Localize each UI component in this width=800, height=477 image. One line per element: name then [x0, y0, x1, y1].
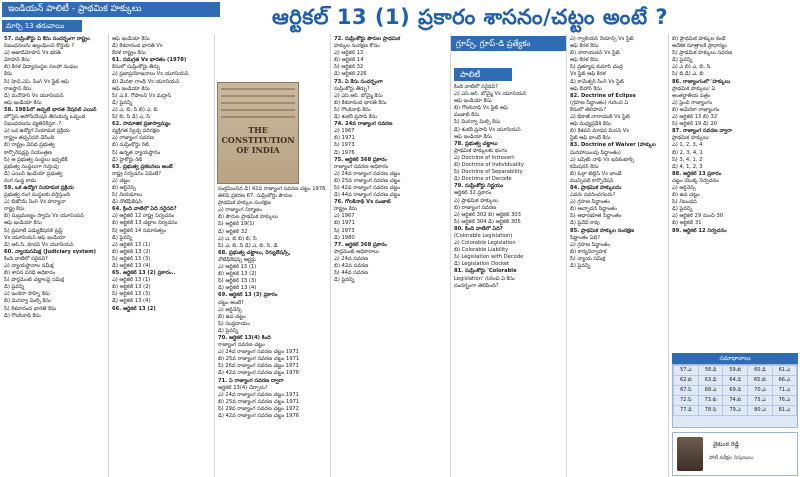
- answer-cell: 61.ఎ: [772, 366, 796, 376]
- text-line: ప్రాథమిక హక్కులకు భంగం: [454, 147, 508, 154]
- author-name: వైకుంఠ రెడ్డి: [713, 441, 739, 448]
- column-5: [454, 84, 564, 476]
- text-line: ఎ) గ్వాలియర్ రేయాన్స్ Vs స్టేట్: [570, 36, 634, 42]
- author-box: [672, 432, 798, 476]
- answer-cell: 63.డి: [698, 376, 723, 386]
- text-line: సి) ప్రాథమిక హక్కులు సవరణ: [672, 50, 733, 57]
- answer-row: [674, 406, 797, 416]
- text-line: రంగ సంస్థ కాదు: [4, 177, 36, 184]
- text-line: సి) 26వ రాజ్యాంగ సవరణ చట్టం 1971: [218, 363, 299, 370]
- polity-badge: పాలిటీ: [454, 68, 512, 81]
- text-line: డి) ఆర్టికల్ 13 (4): [218, 285, 257, 292]
- answer-cell: 62.బి: [674, 376, 699, 386]
- text-line: 70. ఆర్టికల్ 13(4) కింది: [218, 334, 271, 341]
- answer-cell: 67.సి: [674, 386, 699, 396]
- text-line: ఎ) ఆర్టికల్ 12 రాష్ట్ర నిర్వచనం: [112, 213, 175, 220]
- text-line: ఎ) గ్రహణ సిద్ధాంతం: [570, 241, 610, 248]
- text-line: డి) పైవన్నీ: [672, 57, 693, 64]
- text-line: బి) గోలక్‌నాథ్ Vs స్టేట్ ఆఫ్: [454, 105, 508, 112]
- text-line: ఆఫ్ ఇండియా కేసు: [112, 85, 150, 92]
- text-line: బి) శాసన పరిధి అధికారం: [4, 270, 56, 277]
- text-line: 79. సుప్రీంకోర్టు నిర్ణయం: [454, 183, 504, 190]
- text-line: బి) ఉప చట్టం: [218, 313, 246, 320]
- text-line: డి) పైవన్నీ: [218, 327, 239, 334]
- text-line: బి) ఆర్డినెన్స్: [112, 184, 137, 191]
- text-line: నోటిఫికేషన్స్ ఆర్డర్లు: [218, 256, 256, 263]
- constitution-caption: THE CONSTITUTION OF INDIA: [221, 125, 295, 155]
- text-line: డి) ఆర్టికల్ 13 (4): [112, 298, 151, 305]
- text-line: ప్రాథమిక హక్కులు: [672, 135, 709, 142]
- text-line: ఎ) రాజ్యాంగ నిర్మాణం: [218, 207, 262, 214]
- text-line: ప్రభుత్వ రంగ సంస్థలకు వర్తిస్తుంది: [4, 192, 71, 199]
- text-line: సందర్భంగా తెలిపింది?: [454, 282, 499, 289]
- text-line: సి) ఆర్టికల్ 19(1): [218, 221, 255, 228]
- text-line: ఆదేశిక సూత్రాలకే ప్రాధాన్యం: [672, 43, 727, 50]
- text-line: డి) కేశవానంద భారతి Vs: [112, 43, 163, 50]
- text-line: సి) ఆర్టికల్ 304 డి) ఆర్టికల్ 305: [454, 218, 521, 225]
- text-line: బి) 42వ సవరణ: [334, 263, 369, 269]
- text-line: ఎ) చట్టం: [112, 177, 130, 184]
- text-line: కింది వాటిలో సరైనవి?: [4, 255, 48, 262]
- text-line: బి) 1971: [334, 220, 355, 227]
- text-line: ఆర్టికల్ 32 ప్రకారం: [454, 190, 492, 197]
- text-line: డి) 42వ రాజ్యాంగ సవరణ చట్టం 1976: [218, 413, 300, 419]
- text-line: సి) 42వ రాజ్యాంగ సవరణ చట్టం: [334, 184, 401, 191]
- text-line: ఆఫ్ కేరళ కేసు: [570, 57, 599, 64]
- text-line: డి) కామేశ్వర్ సింగ్ Vs స్టేట్: [570, 78, 624, 85]
- text-line: 78. ప్రభుత్వ చట్టాలు: [454, 140, 498, 147]
- text-line: డి) పైవేవీ కావు: [570, 220, 600, 227]
- text-line: బి) కేరళ విద్యాసంస్థల సలహా సంఘం: [4, 64, 78, 71]
- text-line: 89. ఆర్టికల్ 12 నిర్వచనం: [672, 227, 727, 234]
- text-line: ఎ) ఆర్టికల్ 13 (1): [218, 264, 257, 271]
- text-line: ఎ) ఎ, బి బి) బి, సి: [218, 235, 257, 242]
- text-line: ఎ) ఆర్టికల్ 13 (1): [112, 241, 151, 248]
- text-line: ఎ) 24వ రాజ్యాంగ సవరణ చట్టం 1971: [218, 349, 299, 356]
- text-line: బి) రాజ్యాంగ సవరణ: [454, 204, 497, 211]
- text-line: ప్రభుత్వ సంస్థలుగా గుర్తింపు: [4, 163, 59, 170]
- text-line: ఎ) 24వ సవరణ: [334, 255, 368, 262]
- text-line: సి) ఆర్టికల్ 19 డి) 20: [672, 121, 717, 128]
- author-role: పోటీ పరీక్షల నిపుణులు: [709, 455, 754, 461]
- text-line: బి) 25వ రాజ్యాంగ సవరణ చట్టం 1971: [218, 398, 300, 405]
- text-line: బి) 1971: [334, 135, 355, 142]
- text-line: ఎ) ప్రాథమిక హక్కులు: [454, 197, 498, 204]
- text-line: డి) గోలక్‌నాథ్ కేసు: [4, 312, 41, 319]
- text-line: సి) Doctrine of Separability: [454, 169, 523, 176]
- text-line: డి) శంకరీ ప్రసాద్ కేసు: [334, 114, 377, 121]
- text-line: ఎ) Colorable Legislation: [454, 240, 516, 247]
- text-line: 63. ప్రభుత్వ ప్రకటనలు అంటే: [112, 163, 173, 170]
- text-line: బి) 2, 3, 4, 1: [672, 149, 703, 156]
- text-line: కార్పొరేషన్లపై నియంత్రణ: [4, 149, 52, 156]
- text-line: బి) ఆర్టికల్ 13 చట్టాల నిర్వచనం: [112, 220, 178, 227]
- text-line: బి) 25వ రాజ్యాంగ సవరణ చట్టం: [334, 177, 401, 184]
- group-badge: గ్రూప్స్, గ్రూప్-డి ప్రత్యేకం: [450, 36, 566, 51]
- text-line: (గ్రహణ సిద్ధాంతం) గురించి ఏ: [570, 99, 629, 106]
- text-line: బి) ఉప చట్టం: [672, 192, 700, 199]
- text-line: ఎ) ఎస్.ఆర్. బొమ్మై కేసు: [334, 92, 383, 99]
- text-line: బి) సుబ్రమణ్యం స్వామి Vs యూనియన్: [4, 213, 85, 220]
- text-line: డి) పైవన్నీ: [112, 234, 133, 241]
- text-line: 83. Doctrine of Waiver (హక్కుల: [570, 142, 656, 149]
- text-line: సి) నిబంధన: [672, 199, 697, 206]
- text-line: 68. ప్రభుత్వ చట్టాలు, రెగ్యులేషన్స్,: [218, 249, 291, 256]
- text-line: డి) ఆర్.సి. కూపర్ Vs యూనియన్: [4, 241, 74, 248]
- text-line: రాష్ట్రం తప్పనిసరి చేసింది: [4, 135, 55, 142]
- text-line: ఎ) ఒక ఉద్యోగ నియామక ప్రక్రియ: [4, 128, 70, 135]
- text-line: 66. ఆర్టికల్ 13 (2): [112, 305, 156, 312]
- text-line: సి) ఆర్టికల్ 13 (3): [112, 291, 151, 298]
- text-line: తెలిపే ప్రకరణ 67. సుప్రీంకోర్టు పౌరుల: [218, 193, 293, 200]
- text-line: డి) పైవన్నీ: [112, 99, 133, 106]
- text-line: నిబంధనలను ఉల్లంఘించి కోర్టుకు ?: [4, 43, 74, 50]
- text-line: సి) బి, సి డి) ఎ, సి: [112, 114, 151, 121]
- text-line: బి) కార్యనిర్వాహక: [570, 248, 607, 255]
- text-line: బి) ఆచ్ఛాదన సిద్ధాంతం: [570, 206, 617, 213]
- answer-cell: 70.ఎ: [748, 386, 773, 396]
- text-line: డి) మనోహర్ Vs యూనియన్: [4, 92, 64, 99]
- text-line: డి) ఆర్టికల్ 32: [218, 228, 248, 235]
- text-line: మినహాయింపు సిద్ధాంతం): [570, 149, 621, 156]
- text-line: సి) న్యాయ సమీక్ష: [570, 255, 606, 262]
- text-line: సి) హెచ్.ఎస్. సింగ్ Vs స్టేట్ ఆఫ్: [4, 78, 69, 85]
- answers-table: [672, 364, 798, 428]
- text-line: మున్సిపల్ కార్పొరేషన్: [570, 177, 614, 184]
- text-line: ఎ) 1967: [334, 128, 355, 135]
- text-line: ఎ) 1967: [334, 213, 355, 220]
- text-line: సి) ప్రత్యూష కుమార్ చంద్ర: [570, 64, 623, 71]
- text-line: సి) ఎ.కె. గోపాలన్ Vs మద్రాస్: [112, 92, 172, 99]
- page-title: ఆర్టికల్ 13 (1) ప్రకారం శాసనం/చట్టం అంటే ?: [272, 5, 669, 29]
- text-line: ఎ) ప్రజాప్రయోజనాలు Vs యూనియన్: [112, 71, 189, 78]
- text-line: ఎ) ఆర్టికల్ 13 బి) 32: [672, 114, 718, 121]
- text-line: ఆఫ్ మధ్యప్రదేశ్ కేసు: [570, 121, 611, 128]
- text-line: ఎ) ఎ, బి, సి బి) ఎ, బి: [112, 106, 158, 113]
- text-line: సి) Legislation with Decode: [454, 254, 524, 261]
- answer-cell: 74.బి: [723, 396, 748, 406]
- text-line: సి) 3, 4, 1, 2: [672, 156, 703, 163]
- text-line: సి) కేశవానంద భారతి కేసు: [4, 305, 57, 312]
- answer-cell: 64.డి: [723, 376, 748, 386]
- text-line: సి) ఆర్టికల్ 13 (3): [218, 278, 257, 285]
- text-line: ఎ) 1, 2, 3, 4: [672, 142, 703, 149]
- text-line: ప్రాథమిక హక్కులు' ఏ: [672, 85, 716, 92]
- text-line: చట్టం యొక్క నిర్వచనం: [672, 177, 719, 184]
- text-line: సి) ఆధారభూత సిద్ధాంతం: [570, 213, 622, 220]
- text-line: సి) ప్రమాటి ఎడ్యుకేషనల్ ట్రస్ట్: [4, 227, 63, 234]
- text-line: డి) ఆర్టికల్ 226: [334, 71, 367, 78]
- text-line: 58. 1981లో అప్పటి భారత నేషనల్ ఎయిర్: [4, 106, 97, 113]
- text-line: కేసు: [4, 71, 13, 78]
- text-line: కమిషనర్ కేసు: [570, 163, 599, 170]
- text-line: ఎ) ఇందిరా సాహ్నీ కేసు: [4, 291, 50, 298]
- text-line: బి) ఆర్టికల్ 13 (2): [112, 284, 151, 291]
- answer-cell: 60.డి: [748, 366, 773, 376]
- text-line: డి) పైవన్నీ: [334, 277, 355, 284]
- answers-title: సమాధానాలు: [672, 353, 798, 364]
- section-header: ఇండియన్ పాలిటీ - ప్రాథమిక హక్కులు: [2, 2, 220, 17]
- text-line: ఆఫ్ ఇండియా కేసు: [454, 98, 492, 105]
- text-line: 85. ప్రాథమిక హక్కుల సంరక్షణ: [570, 227, 635, 234]
- column-4: [334, 36, 446, 476]
- text-line: బి) ఆర్టికల్ 13 (2): [218, 271, 257, 278]
- text-line: 72. సుప్రీంకోర్టు పౌరుల ప్రాథమిక: [334, 36, 401, 42]
- text-line: బి) అమెరికా రాజ్యాంగం: [672, 106, 720, 113]
- text-line: సి) సంప్రదాయం: [218, 320, 250, 327]
- text-line: డి) 42వ రాజ్యాంగ సవరణ చట్టం 1976: [218, 370, 300, 377]
- text-line: ఎ) ఆర్టికల్ 13: [334, 50, 364, 57]
- text-line: సి) 29వ రాజ్యాంగ సవరణ చట్టం 1972: [218, 405, 299, 412]
- text-line: బి) Colorable Liability: [454, 247, 509, 254]
- text-line: ఆఫ్ బీహార్ కేసు: [570, 85, 602, 92]
- text-line: కింది వాటిలో సరైనవి?: [454, 84, 498, 90]
- text-line: ప్రాథమిక హక్కుల సంరక్షణ: [218, 200, 271, 207]
- answer-cell: 58.డి: [698, 366, 723, 376]
- text-line: 59. ఒక ఉద్యోగ నియామక ప్రక్రియ: [4, 184, 74, 191]
- text-line: బి) కేశవన్ మాధవ మీనన్ Vs: [570, 128, 630, 135]
- text-line: బి) రాష్ట్రం వివిధ ప్రభుత్వ: [4, 142, 55, 149]
- text-line: బి) ఆర్టికల్ 13 (2): [112, 248, 151, 255]
- answer-row: [674, 376, 797, 386]
- text-line: ఆఫ్ కేరళ కేసు: [570, 43, 599, 50]
- text-line: వ్యక్తిగత స్వేచ్ఛ పరిరక్షణ: [112, 128, 160, 135]
- text-line: ఎ) భికాజీ నారాయణ్ Vs స్టేట్: [570, 114, 630, 121]
- text-line: ఎ) ఆర్టికల్ 13 (1): [112, 277, 151, 284]
- column-7: [672, 36, 798, 350]
- text-line: బి) ఆర్టికల్ 14: [334, 57, 364, 64]
- text-line: సి) ఎ, బి, సి డి) ఎ, బి, సి, డి: [218, 242, 278, 249]
- column-1: [4, 36, 106, 476]
- text-line: ఎ) ఆజాదీమోహన్ Vs భరత్: [4, 50, 61, 57]
- text-line: ఆర్టికల్ 13(4) చేర్చారు?: [218, 384, 268, 391]
- text-line: ఆఫ్ ఇండియా కేసు: [454, 133, 492, 140]
- text-line: ఎ) 24వ రాజ్యాంగ సవరణ చట్టం: [334, 170, 401, 177]
- answer-cell: 79.ఎ: [723, 406, 748, 416]
- text-line: 87. రాజ్యాంగ సవరణ ద్వారా: [672, 128, 733, 135]
- answer-cell: 69.డి: [723, 386, 748, 396]
- text-line: డి) ఎయిర్ ఇండియా ప్రభుత్వ: [4, 170, 63, 177]
- text-line: సి) బి డి) ఎ, బి: [672, 71, 704, 78]
- text-line: బి) Doctrine of Individuality: [454, 162, 524, 169]
- constitution-image: [217, 82, 299, 184]
- text-line: సి) గోలక్‌నాథ్ కేసు: [334, 106, 371, 113]
- text-line: బి) ప్రాథమిక హక్కుల కంటే: [672, 36, 726, 42]
- answer-cell: 76.ఎ: [772, 396, 796, 406]
- text-line: సి) 44వ సవరణ: [334, 270, 368, 277]
- text-line: 61. సమగ్రత Vs భారతం (1978): [112, 57, 187, 64]
- answer-cell: 71.ఎ: [772, 386, 796, 396]
- text-line: ఎ) ఫ్రెంచ్ రాజ్యాంగం: [672, 99, 713, 106]
- text-line: బి) మేనకా గాంధీ Vs యూనియన్: [112, 78, 180, 85]
- answer-cell: 80.ఎ: [748, 406, 773, 416]
- text-line: సి) ఆర్టికల్ 14 సమానత్వం: [112, 227, 166, 234]
- author-photo: [677, 437, 703, 471]
- text-line: రాజ్యాంగ సవరణ అధికారం: [334, 163, 389, 170]
- text-line: 62. సామాజిక ప్రజాస్వామ్యం: [112, 121, 171, 128]
- text-line: ఎ) బిజోయ్ సింగ్ Vs హర్యానా: [4, 199, 66, 206]
- answer-cell: 81.ఎ: [772, 406, 796, 416]
- text-line: 75. ఆర్టికల్ 368 ప్రకారం: [334, 156, 387, 163]
- text-line: డి) Legislation Docket: [454, 261, 510, 268]
- text-line: ఎ) ఎస్.ఆర్. బొమ్మై Vs యూనియన్: [454, 91, 527, 98]
- text-line: కేసులో తెలిపారు?: [570, 106, 606, 113]
- answer-cell: 65.బి: [748, 376, 773, 386]
- answer-cell: 78.సి: [698, 406, 723, 416]
- answer-cell: 73.బి: [698, 396, 723, 406]
- text-line: ఎ) బషేశర్ నాథ్ Vs ఇన్‌కంటాక్స్: [570, 156, 635, 163]
- column-3: [218, 186, 328, 476]
- text-line: బి) 25వ రాజ్యాంగ సవరణ చట్టం 1971: [218, 356, 300, 363]
- text-line: రాష్ట్ర కేసు: [4, 206, 25, 213]
- continuation-label: మార్చి 13 తరువాయి: [2, 20, 82, 32]
- text-line: డి) 1976: [334, 149, 355, 156]
- answer-cell: 57.ఎ: [674, 366, 699, 376]
- text-line: చట్టం అంటే?: [218, 299, 244, 306]
- text-line: 86. రాజ్యాంగంలో 'హక్కులు: [672, 78, 731, 85]
- text-line: డి) హైకోర్టు రిట్: [112, 156, 143, 163]
- text-line: డి) పైవన్నీ: [570, 263, 591, 269]
- answer-cell: 72.సి: [674, 396, 699, 406]
- column-6: [570, 36, 666, 476]
- text-line: బి) నారాయణన్ Vs స్టేట్: [570, 50, 620, 57]
- text-line: సి) ఉన్నత న్యాయస్థానం: [112, 149, 161, 156]
- text-line: డి) నోటిఫికేషన్: [112, 199, 142, 206]
- text-line: డి) 4, 1, 2, 3: [672, 163, 703, 170]
- answer-cell: 75.ఎ: [748, 396, 773, 406]
- text-line: సి) పార్లమెంట్ చట్టాలపై సమీక్ష: [4, 277, 64, 284]
- text-line: సి) 1973: [334, 142, 355, 149]
- text-line: 88. ఆర్టికల్ 13 ప్రకారం: [672, 170, 722, 177]
- text-line: 74. 24వ రాజ్యాంగ సవరణ: [334, 121, 393, 128]
- text-line: బి) ఆర్టికల్ 31: [672, 220, 702, 227]
- text-line: హక్కుల సంరక్షణ కోసం: [334, 43, 380, 50]
- text-line: 71. ఏ రాజ్యాంగ సవరణ ద్వారా: [218, 377, 284, 384]
- text-line: ఆఫ్ ఇండియా కేసు: [112, 36, 150, 42]
- text-line: Vs యూనియన్ ఆఫ్ ఇండియా: [4, 234, 66, 241]
- answer-cell: 66.ఎ: [772, 376, 796, 386]
- text-line: 65. ఆర్టికల్ 13 (2) ప్రకారం..: [112, 270, 176, 277]
- text-line: పంజాబ్ కేసు: [454, 112, 480, 119]
- text-line: ఎ) గ్రహణ సిద్ధాంతం: [570, 199, 610, 206]
- text-line: రాష్ట్ర నిర్వచనం ఏమిటి?: [112, 170, 162, 177]
- text-line: రాజస్థాన్ కేసు: [4, 85, 32, 92]
- text-line: ఎవరు సవరించగలరు?: [570, 192, 616, 199]
- text-line: డి) పైవన్నీ: [4, 284, 25, 291]
- text-line: రాష్ట్రం కేసు: [334, 206, 357, 213]
- text-line: సుప్రీంకోర్టు తీర్పు?: [334, 85, 370, 92]
- text-line: ఎ) ఎ బి) ఎ, బి, సి: [672, 64, 711, 71]
- text-line: బి) ఓల్గా టెల్లిస్ Vs బాంబే: [570, 170, 622, 177]
- text-line: డి) ఆర్టికల్ 13 (4): [112, 263, 151, 269]
- text-line: సి) నియమాలు: [112, 192, 143, 199]
- text-line: 57. సుప్రీంకోర్టు ఏ కేసు సందర్భంగా రాష్ట్రం: [4, 36, 90, 42]
- text-line: Vs స్టేట్ ఆఫ్ కేరళ: [570, 71, 606, 78]
- text-line: ఎ) ఆర్డినెన్స్: [218, 306, 242, 313]
- text-line: 73. ఏ కేసు సందర్భంగా: [334, 78, 383, 85]
- text-line: ఎ) ఆర్టికల్ 302 బి) ఆర్టికల్ 303: [454, 211, 521, 218]
- text-line: అంతర్జాతీయ పత్రం: [672, 92, 711, 99]
- answer-cell: 68.ఎ: [698, 386, 723, 396]
- answer-row: [674, 396, 797, 406]
- text-line: ఎ) న్యాయస్థానాల సమీక్ష: [4, 263, 54, 269]
- text-line: రాజ్యాంగ సవరణ చట్టం: [218, 342, 265, 349]
- text-line: సి) 1973: [334, 227, 355, 234]
- text-line: డి) Doctrine of Decode: [454, 176, 512, 183]
- text-line: 77. ఆర్టికల్ 368 ప్రకారం: [334, 241, 387, 248]
- text-line: ఆఫ్ ఇండియా కేసు: [4, 99, 42, 106]
- text-line: నిబంధనలను వ్యతిరేకిస్తూ..?: [4, 121, 62, 128]
- answer-cell: 59.బి: [723, 366, 748, 376]
- text-line: పార్లమెంట్ అధికారాలు: [334, 248, 379, 255]
- text-line: 64. క్రింది వాటిలో ఏది సరైనది?: [112, 206, 177, 213]
- text-line: బి) మినర్వా మిల్స్ కేసు: [4, 298, 51, 305]
- column-2: [112, 36, 212, 476]
- text-line: బి) సుప్రీంకోర్టు రిట్: [112, 142, 149, 149]
- text-line: సి) ఆ ప్రభుత్వ సంస్థలు ఇప్పటికీ: [4, 156, 68, 163]
- text-line: 76. గోలక్‌నాథ్ Vs పంజాబ్: [334, 199, 391, 206]
- text-line: 60. న్యాయసమీక్ష (Judiciary system): [4, 248, 96, 255]
- text-line: ఎ) ఆర్డినెన్స్: [672, 184, 696, 191]
- text-line: కేసులో సుప్రీంకోర్టు తీర్పు: [112, 64, 161, 71]
- text-line: సి) మినర్వా మిల్స్ కేసు: [454, 119, 501, 126]
- text-line: సంక్రమించిన డి) 42వ రాజ్యాంగ సవరణ చట్టం 1976: [218, 186, 326, 192]
- text-line: స్టేట్ ఆఫ్ బాంబే కేసు: [570, 135, 611, 142]
- answer-cell: 77.డి: [674, 406, 699, 416]
- answer-row: [674, 366, 797, 376]
- text-line: హోస్టెస్ అసోసియేషన్ తీసుకున్న ఒప్పంద: [4, 114, 86, 121]
- answer-row: [674, 386, 797, 396]
- text-line: ఎ) 24వ రాజ్యాంగ సవరణ చట్టం 1971: [218, 391, 299, 398]
- text-line: 84. ప్రాథమిక హక్కులను: [570, 184, 622, 191]
- text-line: 69. ఆర్టికల్ 13 (3) ప్రకారం: [218, 292, 278, 299]
- text-line: ఎ) ఆర్టికల్ 29 నుంచి 30: [672, 213, 724, 220]
- text-line: డి) 44వ రాజ్యాంగ సవరణ చట్టం: [334, 192, 401, 199]
- text-line: 82. Doctrine of Eclipse: [570, 92, 636, 99]
- text-line: సి) ఆర్టికల్ 13 (3): [112, 255, 151, 262]
- text-line: ఎ) Doctrine of Introvert: [454, 154, 515, 161]
- text-line: డి) పైవన్నీ: [672, 206, 693, 213]
- text-line: ఆఫ్ ఇండియా కేసు: [4, 220, 42, 227]
- text-line: డి) 1980: [334, 234, 355, 241]
- text-line: ఎ) రాజ్యాంగ సవరణ: [112, 135, 154, 142]
- text-line: Legislation' గురించి ఏ కేసు: [454, 275, 515, 282]
- text-line: మోహన్ కేసు: [4, 57, 30, 64]
- text-line: 80. కింది వాటిలో ఏది?: [454, 225, 503, 232]
- text-line: బి) పౌరుల ప్రాథమిక హక్కులు: [218, 214, 278, 221]
- text-line: (Colorable Legislation): [454, 232, 513, 239]
- text-line: బి) కేశవానంద భారతి కేసు: [334, 99, 387, 106]
- text-line: కేరళ రాష్ట్రం కేసు: [112, 50, 146, 57]
- text-line: 81. సుప్రీంకోర్టు 'Colorable: [454, 268, 517, 275]
- text-line: సి) ఆర్టికల్ 32: [334, 64, 364, 71]
- text-line: డి) శంకరీ ప్రసాద్ Vs యూనియన్: [454, 126, 521, 133]
- text-line: సిద్ధాంతం ఏది?: [570, 234, 601, 241]
